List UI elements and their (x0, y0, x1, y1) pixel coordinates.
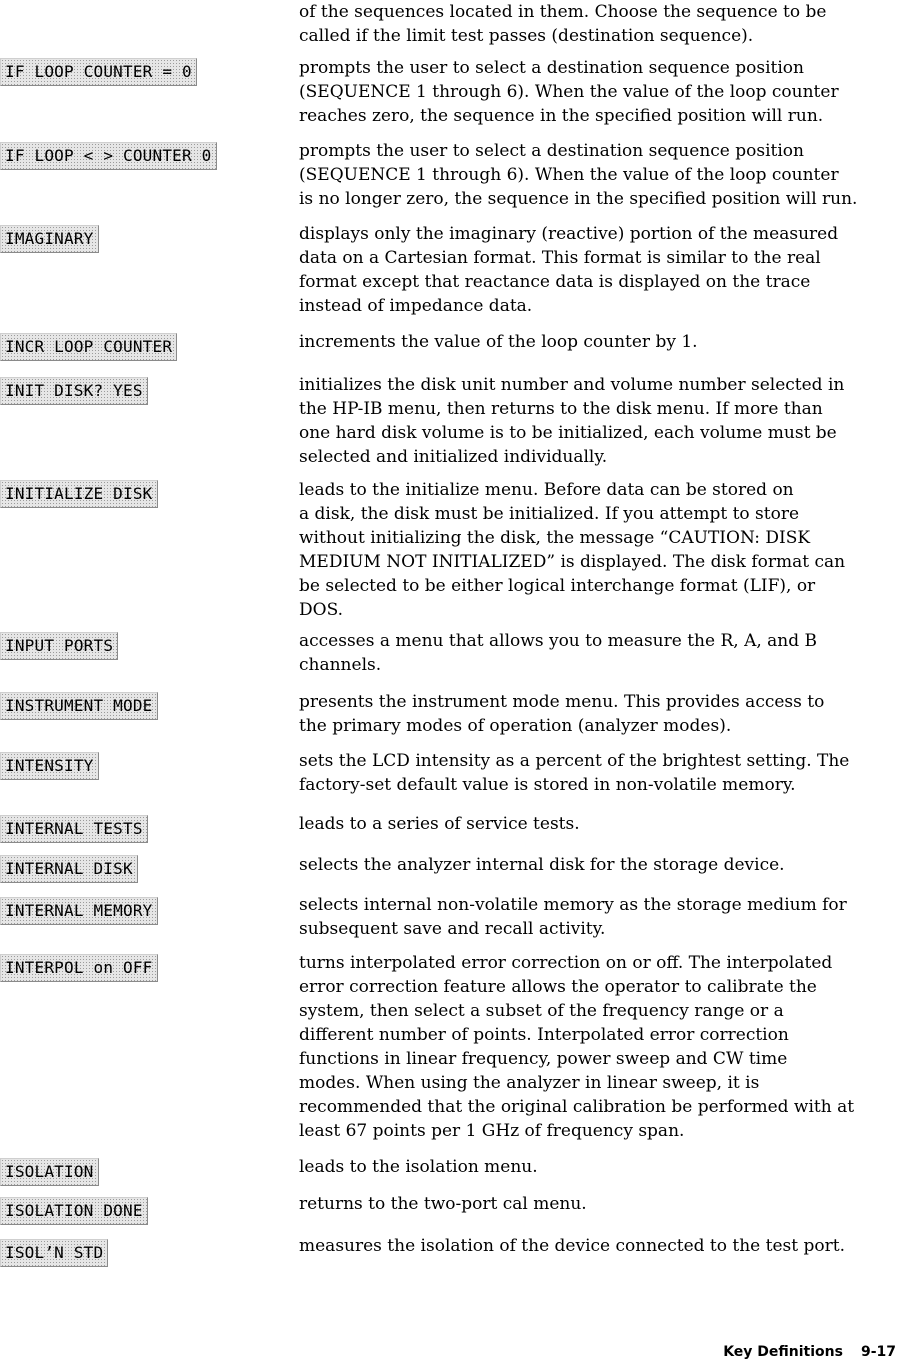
description-line: the HP-IB menu, then returns to the disk menu. If more than (299, 399, 823, 419)
description-line: channels. (299, 655, 382, 675)
description-line: MEDIUM NOT INITIALIZED” is displayed. The disk format can (299, 552, 846, 572)
description-line: least 67 points per 1 GHz of frequency span. (299, 1121, 685, 1141)
description-line: functions in linear frequency, power sweep and CW time (299, 1049, 788, 1069)
softkey-label: IMAGINARY (0, 225, 99, 253)
softkey-label: INIT DISK? YES (0, 377, 148, 405)
description-line: presents the instrument mode menu. This provides access to (299, 692, 825, 712)
intro-line: called if the limit test passes (destination sequence). (299, 26, 754, 46)
description-line: turns interpolated error correction on or off. The interpolated (299, 953, 833, 973)
description-line: be selected to be either logical interchange format (LIF), or (299, 576, 816, 596)
description-line: one hard disk volume is to be initialized, each volume must be (299, 423, 837, 443)
description-line: without initializing the disk, the message “CAUTION: DISK (299, 528, 811, 548)
description-line: modes. When using the analyzer in linear sweep, it is (299, 1073, 760, 1093)
softkey-label: IF LOOP COUNTER = 0 (0, 58, 197, 86)
softkey-label: INTENSITY (0, 752, 99, 780)
description-line: leads to the initialize menu. Before data can be stored on (299, 480, 794, 500)
description-line: system, then select a subset of the frequency range or a (299, 1001, 784, 1021)
softkey-label: INTERPOL on OFF (0, 954, 158, 982)
softkey-description (299, 1155, 905, 1179)
softkey-description (299, 1192, 905, 1216)
description-line: factory-set default value is stored in non-volatile memory. (299, 775, 796, 795)
softkey-description (299, 749, 905, 797)
description-line: sets the LCD intensity as a percent of the brightest setting. The (299, 751, 850, 771)
description-line: reaches zero, the sequence in the specified position will run. (299, 106, 824, 126)
softkey-description (299, 478, 905, 622)
description-line: data on a Cartesian format. This format is similar to the real (299, 248, 821, 268)
description-line: (SEQUENCE 1 through 6). When the value of the loop counter (299, 82, 839, 102)
description-line: error correction feature allows the operator to calibrate the (299, 977, 817, 997)
softkey-description (299, 139, 905, 211)
description-line: instead of impedance data. (299, 296, 533, 316)
softkey-description (299, 853, 905, 877)
softkey-label: INITIALIZE DISK (0, 480, 158, 508)
description-line: leads to the isolation menu. (299, 1157, 538, 1177)
softkey-description (299, 951, 905, 1143)
intro-line: of the sequences located in them. Choose the sequence to be (299, 2, 827, 22)
description-line: selected and initialized individually. (299, 447, 608, 467)
description-line: the primary modes of operation (analyzer modes). (299, 716, 732, 736)
softkey-label: ISOL’N STD (0, 1239, 108, 1267)
description-line: initializes the disk unit number and volume number selected in (299, 375, 845, 395)
softkey-description (299, 812, 905, 836)
softkey-description (299, 690, 905, 738)
description-line: is no longer zero, the sequence in the specified position will run. (299, 189, 858, 209)
description-line: different number of points. Interpolated error correction (299, 1025, 789, 1045)
intro-continuation (299, 0, 905, 48)
softkey-label: IF LOOP < > COUNTER 0 (0, 142, 217, 170)
softkey-description (299, 56, 905, 128)
footer-page-number: 9-17 (860, 1344, 896, 1360)
softkey-description (299, 222, 905, 318)
softkey-description (299, 629, 905, 677)
softkey-label: INPUT PORTS (0, 632, 118, 660)
softkey-label: INTERNAL TESTS (0, 815, 148, 843)
softkey-label: INCR LOOP COUNTER (0, 333, 177, 361)
page-footer (723, 1344, 896, 1360)
softkey-description (299, 1234, 905, 1258)
softkey-description (299, 330, 905, 354)
description-line: format except that reactance data is displayed on the trace (299, 272, 811, 292)
description-line: selects internal non-volatile memory as the storage medium for (299, 895, 847, 915)
description-line: prompts the user to select a destination sequence position (299, 141, 804, 161)
description-line: a disk, the disk must be initialized. If you attempt to store (299, 504, 800, 524)
description-line: prompts the user to select a destination sequence position (299, 58, 804, 78)
softkey-description (299, 893, 905, 941)
softkey-label: INSTRUMENT MODE (0, 692, 158, 720)
description-line: (SEQUENCE 1 through 6). When the value of the loop counter (299, 165, 839, 185)
description-line: selects the analyzer internal disk for the storage device. (299, 855, 785, 875)
description-line: accesses a menu that allows you to measure the R, A, and B (299, 631, 818, 651)
softkey-label: INTERNAL DISK (0, 855, 138, 883)
description-line: displays only the imaginary (reactive) portion of the measured (299, 224, 839, 244)
description-line: subsequent save and recall activity. (299, 919, 606, 939)
softkey-label: ISOLATION DONE (0, 1197, 148, 1225)
description-line: leads to a series of service tests. (299, 814, 580, 834)
description-line: DOS. (299, 600, 344, 620)
footer-section-title: Key Definitions (723, 1344, 843, 1360)
softkey-description (299, 373, 905, 469)
description-line: measures the isolation of the device connected to the test port. (299, 1236, 845, 1256)
description-line: returns to the two-port cal menu. (299, 1194, 587, 1214)
softkey-label: INTERNAL MEMORY (0, 897, 158, 925)
description-line: increments the value of the loop counter by 1. (299, 332, 698, 352)
softkey-label: ISOLATION (0, 1158, 99, 1186)
description-line: recommended that the original calibration be performed with at (299, 1097, 855, 1117)
